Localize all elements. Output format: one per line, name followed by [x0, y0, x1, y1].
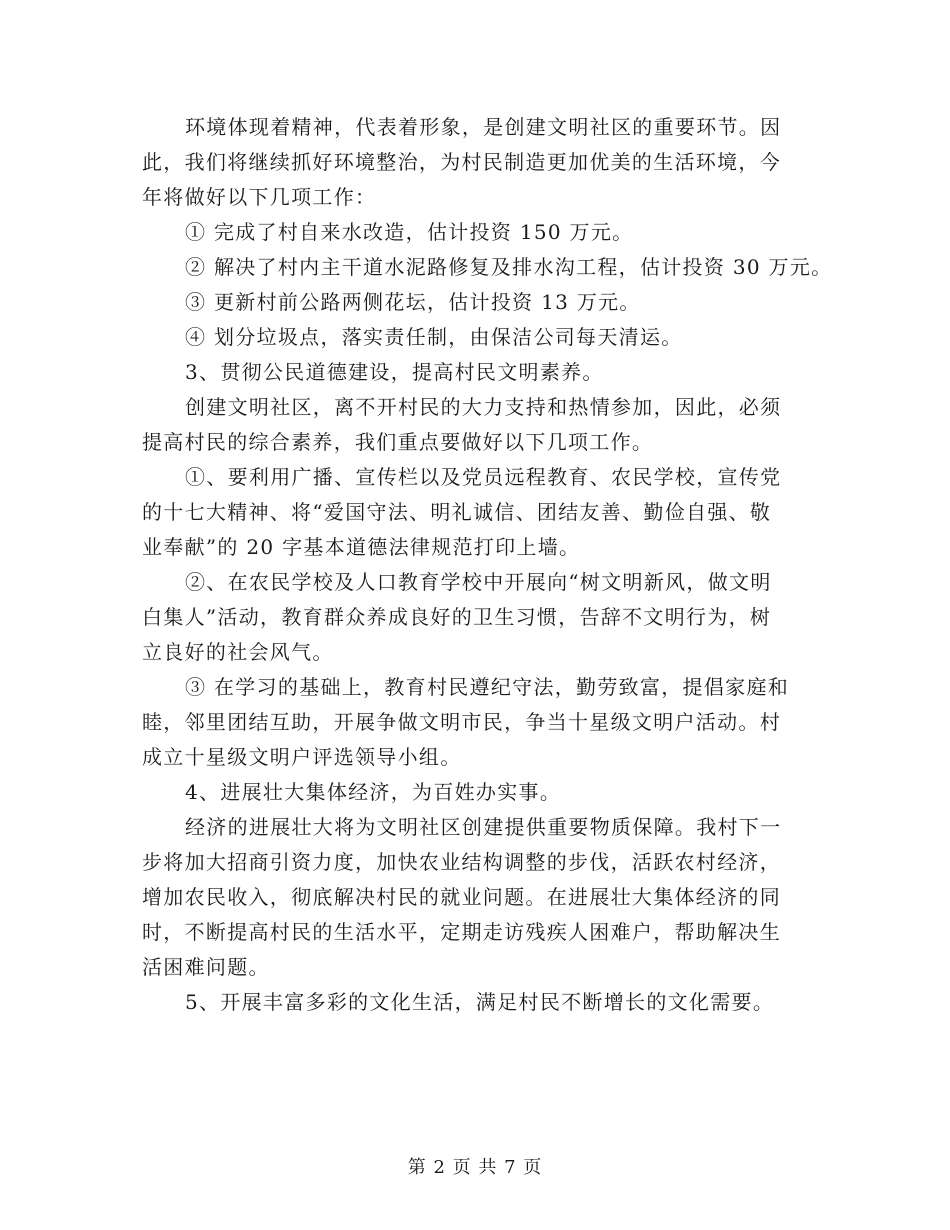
- paragraph-line: 创建文明社区，离不开村民的大力支持和热情参加，因此，必须: [185, 395, 782, 419]
- paragraph-line: ③ 在学习的基础上，教育村民遵纪守法，勤劳致富，提倡家庭和: [185, 675, 790, 699]
- list-item: ② 解决了村内主干道水泥路修复及排水沟工程，估计投资 30 万元。: [185, 255, 833, 279]
- paragraph-line: 活困难问题。: [142, 955, 270, 979]
- paragraph-line: 白集人”活动，教育群众养成良好的卫生习惯，告辞不文明行为，树: [142, 605, 772, 629]
- paragraph-line: ①、要利用广播、宣传栏以及党员远程教育、农民学校，宣传党: [185, 465, 782, 489]
- list-item: ① 完成了村自来水改造，估计投资 150 万元。: [185, 220, 634, 244]
- paragraph-line: 时，不断提高村民的生活水平，定期走访残疾人困难户，帮助解决生: [142, 920, 781, 944]
- paragraph-line: 步将加大招商引资力度，加快农业结构调整的步伐，活跃农村经济，: [142, 850, 781, 874]
- paragraph-line: 立良好的社会风气。: [142, 640, 334, 664]
- document-body: [142, 110, 833, 1020]
- paragraph-line: ②、在农民学校及人口教育学校中开展向“树文明新风，做文明: [185, 570, 772, 594]
- paragraph-line: 此，我们将继续抓好环境整治，为村民制造更加优美的生活环境，今: [142, 150, 781, 174]
- paragraph-line: 睦，邻里团结互助，开展争做文明市民，争当十星级文明户活动。村: [142, 710, 781, 734]
- section-heading: 4、进展壮大集体经济，为百姓办实事。: [185, 780, 562, 804]
- paragraph-line: 提高村民的综合素养，我们重点要做好以下几项工作。: [142, 430, 654, 454]
- section-heading: 5、开展丰富多彩的文化生活，满足村民不断增长的文化需要。: [185, 990, 775, 1014]
- paragraph-line: 的十七大精神、将“爱国守法、明礼诚信、团结友善、勤俭自强、敬: [142, 500, 772, 524]
- paragraph-line: 经济的进展壮大将为文明社区创建提供重要物质保障。我村下一: [185, 815, 782, 839]
- section-heading: 3、贯彻公民道德建设，提高村民文明素养。: [185, 360, 604, 384]
- paragraph-line: 业奉献”的 20 字基本道德法律规范打印上墙。: [142, 535, 581, 559]
- paragraph-line: 增加农民收入，彻底解决村民的就业问题。在进展壮大集体经济的同: [142, 885, 781, 909]
- list-item: ④ 划分垃圾点，落实责任制，由保洁公司每天清运。: [185, 325, 683, 349]
- paragraph-line: 成立十星级文明户评选领导小组。: [142, 745, 462, 769]
- paragraph-line: 年将做好以下几项工作：: [142, 185, 377, 209]
- page-number: 第 2 页 共 7 页: [407, 1157, 543, 1178]
- list-item: ③ 更新村前公路两侧花坛，估计投资 13 万元。: [185, 290, 641, 314]
- paragraph-line: 环境体现着精神，代表着形象，是创建文明社区的重要环节。因: [185, 115, 782, 139]
